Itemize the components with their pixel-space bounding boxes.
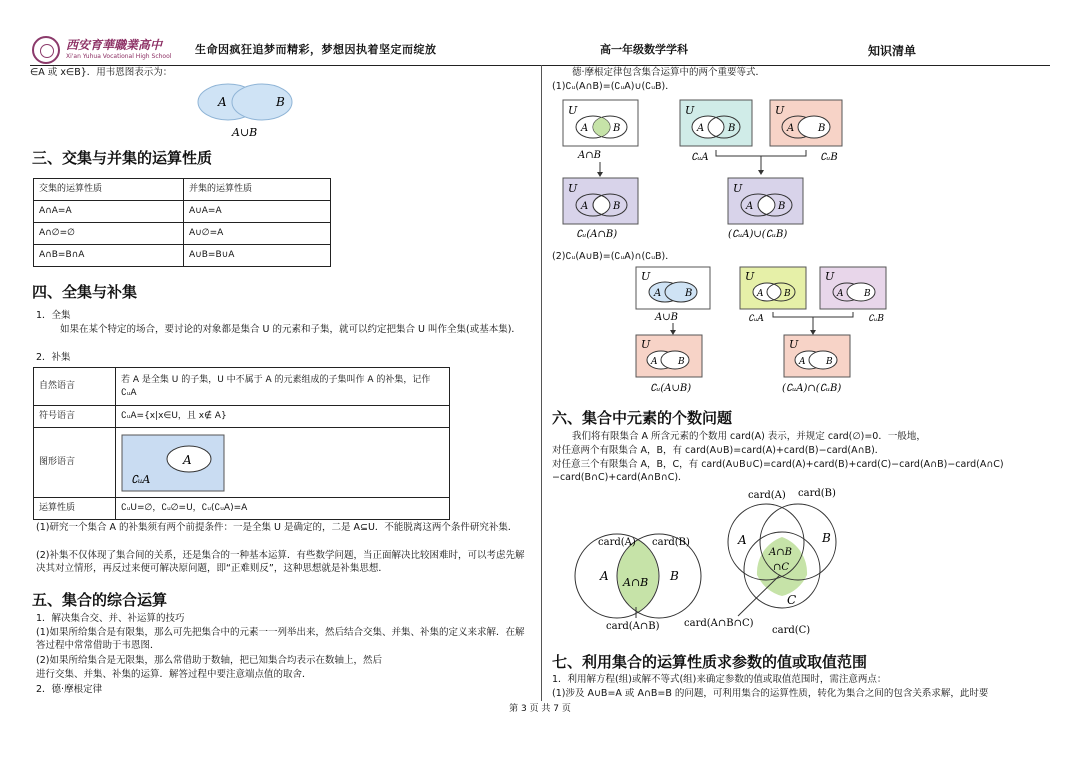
label-a: A: [738, 533, 747, 547]
label-a-cap-b: A∩B: [623, 576, 649, 589]
label-cua: ∁ᵤA: [131, 472, 151, 486]
table-header: 交集的运算性质: [34, 179, 184, 201]
section-7-title: 七、利用集合的运算性质求参数的值或取值范围: [552, 653, 868, 671]
technique-infinite: (2)如果所给集合是无限集，那么常借助于数轴，把已知集合均表示在数轴上，然后: [36, 655, 382, 666]
school-name: 西安育華職業高中: [66, 38, 163, 52]
caption-cub: ∁ᵤB: [820, 152, 838, 163]
label-a: A: [697, 123, 705, 134]
label-a: A: [600, 569, 609, 583]
motto: 生命因疯狂追梦而精彩，梦想因执着坚定而绽放: [195, 43, 437, 56]
caption-cua-union-cub: (∁ᵤA)∪(∁ᵤB): [728, 229, 788, 240]
label-card-b: card(B): [798, 488, 836, 499]
label-card-c: card(C): [772, 625, 811, 636]
caption-union: A∪B: [655, 312, 678, 323]
label-u: U: [825, 270, 835, 283]
document-type: 知识清单: [868, 44, 917, 58]
label-a: A: [787, 123, 795, 134]
label-a: A: [746, 201, 754, 212]
arrow-head-icon: [670, 330, 676, 335]
label-b: B: [678, 357, 685, 367]
label-u: U: [745, 270, 755, 283]
ellipse-b: [809, 351, 837, 369]
union-caption: A∪B: [232, 126, 258, 139]
bracket: [716, 150, 806, 156]
complement-note-1: (1)研究一个集合 A 的补集须有两个前提条件：一是全集 U 是确定的，二是 A⊆U．不能脱离这两个条件研究补集．: [36, 522, 518, 533]
label-b: B: [613, 123, 621, 134]
complement-note-2: (2)补集不仅体现了集合间的关系，还是集合的一种基本运算．有些数学问题，当正面解决比较困难时，可以考虑先解决其对立情形，再反过来便可解决原问题，即“正难则反”，这种思想就是补集思想．: [36, 550, 525, 574]
section-6-title: 六、集合中元素的个数问题: [552, 409, 733, 427]
table-row-label: 自然语言: [34, 368, 116, 406]
table-cell: A∩∅=∅: [34, 223, 184, 245]
caption-cu-union: ∁ᵤ(A∪B): [650, 383, 692, 394]
section-3-title: 三、交集与并集的运算性质: [32, 149, 213, 167]
school-name-en: Xi'an Yuhua Vocational High School: [66, 53, 172, 60]
label-a: A: [581, 201, 589, 212]
label-card-abc: card(A∩B∩C): [684, 618, 754, 629]
label-u: U: [685, 104, 695, 117]
label-b: B: [613, 201, 621, 212]
complement-table: [33, 367, 450, 520]
arrow-head-icon: [758, 170, 764, 175]
label-b: B: [685, 288, 693, 299]
table-cell: A∪A=A: [184, 201, 331, 223]
label-a: A: [757, 289, 764, 299]
complement-diagram: [121, 434, 225, 492]
label-card-a: card(A): [598, 537, 636, 548]
technique-infinite-cont: 进行交集、并集、补集的运算．解答过程中要注意端点值的取舍．: [36, 669, 312, 680]
table-cell: 若 A 是全集 U 的子集，U 中不属于 A 的元素组成的子集叫作 A 的补集，记作∁ᵤA: [116, 368, 450, 406]
technique-finite: (1)如果所给集合是有限集，那么可先把集合中的元素一一列举出来，然后结合交集、并集、补集的定义来求解．在解答过程中常常借助于韦恩图．: [36, 627, 525, 651]
label-u: U: [733, 182, 743, 195]
arrow-head-icon: [810, 330, 816, 335]
label-a: A: [799, 357, 806, 367]
ellipse-b: [661, 351, 689, 369]
label-b: B: [818, 123, 826, 134]
table-cell: A∩B=B∩A: [34, 245, 184, 267]
label-abc-bottom: ∩C: [773, 562, 790, 573]
caption-cua: ∁ᵤA: [691, 152, 709, 163]
school-logo-icon: [32, 36, 60, 64]
demorgan-law-2-diagram: [630, 263, 900, 398]
universal-set-text: 如果在某个特定的场合，要讨论的对象都是集合 U 的元素和子集，就可以约定把集合 U 叫作全集(或基本集)．: [60, 324, 521, 335]
intersection-hole: [758, 196, 775, 215]
item-universal-set: 1．全集: [36, 310, 71, 321]
ellipse-b: [847, 283, 875, 301]
demorgan-law-1-diagram: [548, 94, 878, 246]
label-a: A: [654, 288, 662, 299]
table-cell: ∁ᵤU=∅，∁ᵤ∅=U，∁ᵤ(∁ᵤA)=A: [116, 498, 450, 520]
caption-cua-inter-cub: (∁ᵤA)∩(∁ᵤB): [782, 383, 842, 394]
table-cell: A∪∅=A: [184, 223, 331, 245]
table-cell-diagram: [116, 428, 450, 498]
section-4-title: 四、全集与补集: [32, 283, 138, 301]
demorgan-law-2: (2)∁ᵤ(A∪B)=(∁ᵤA)∩(∁ᵤB)．: [552, 251, 675, 262]
table-header: 并集的运算性质: [184, 179, 331, 201]
item-demorgan: 2．德·摩根定律: [36, 684, 103, 695]
caption-cub: ∁ᵤB: [868, 314, 884, 324]
item-techniques: 1．解决集合交、并、补运算的技巧: [36, 613, 185, 624]
label-card-ab: card(A∩B): [606, 621, 660, 632]
card-definition: 我们将有限集合 A 所含元素的个数用 card(A) 表示，并规定 card(∅)=0．一般地，: [572, 431, 926, 442]
card-two-sets: 对任意两个有限集合 A，B，有 card(A∪B)=card(A)+card(B)−card(A∩B)．: [552, 445, 885, 456]
label-card-b: card(B): [652, 537, 690, 548]
label-abc-top: A∩B: [769, 547, 792, 558]
bracket: [773, 312, 853, 317]
label-u: U: [641, 270, 651, 283]
table-cell: A∩A=A: [34, 201, 184, 223]
pointer-line: [738, 575, 780, 616]
label-c: C: [787, 593, 797, 607]
intro-line: ∈A 或 x∈B}．用韦恩图表示为：: [30, 67, 173, 78]
label-u: U: [789, 338, 799, 351]
demorgan-intro: 德·摩根定律包含集合运算中的两个重要等式．: [572, 67, 766, 78]
table-cell: A∪B=B∪A: [184, 245, 331, 267]
page-header: [30, 34, 1050, 64]
venn-label-b: B: [276, 95, 285, 109]
label-b: B: [822, 531, 831, 545]
arrow-head-icon: [597, 172, 603, 177]
set-operations-table: [33, 178, 331, 267]
table-row-label: 符号语言: [34, 406, 116, 428]
caption-intersection: A∩B: [578, 150, 601, 161]
label-u: U: [568, 182, 578, 195]
label-b: B: [778, 201, 786, 212]
label-card-a: card(A): [748, 490, 786, 501]
label-a: A: [183, 452, 192, 467]
card-venn-diagrams: [560, 482, 860, 642]
label-b: B: [864, 289, 871, 299]
page-number: 第 3 页 共 7 页: [509, 704, 571, 714]
param-point-1: (1)涉及 A∪B=A 或 A∩B=B 的问题，可利用集合的运算性质，转化为集合之间的包含关系求解，此时要: [552, 688, 989, 699]
intersection-hole: [593, 196, 610, 215]
union-venn-diagram: [190, 78, 310, 140]
caption-cu-intersection: ∁ᵤ(A∩B): [576, 229, 618, 240]
table-row-label: 图形语言: [34, 428, 116, 498]
label-a: A: [651, 357, 658, 367]
label-a: A: [837, 289, 844, 299]
table-row-label: 运算性质: [34, 498, 116, 520]
label-u: U: [641, 338, 651, 351]
label-b: B: [784, 289, 791, 299]
label-u: U: [775, 104, 785, 117]
param-intro: 1．利用解方程(组)或解不等式(组)来确定参数的值或取值范围时，需注意两点：: [552, 674, 887, 685]
header-divider: [30, 65, 1050, 66]
label-u: U: [568, 104, 578, 117]
subject-title: 高一年级数学学科: [600, 43, 688, 56]
card-three-sets: 对任意三个有限集合 A，B，C，有 card(A∪B∪C)=card(A)+card(B)+card(C)−card(A∩B)−card(A∩C)−card(B∩C)+card(A∩B∩C)．: [552, 459, 1004, 483]
table-cell: ∁ᵤA={x|x∈U，且 x∉ A}: [116, 406, 450, 428]
label-b: B: [728, 123, 736, 134]
item-complement: 2．补集: [36, 352, 71, 363]
demorgan-law-1: (1)∁ᵤ(A∩B)=(∁ᵤA)∪(∁ᵤB)．: [552, 81, 675, 92]
label-a: A: [581, 123, 589, 134]
venn-label-a: A: [218, 95, 227, 109]
column-divider: [541, 65, 542, 701]
caption-cua: ∁ᵤA: [748, 314, 764, 324]
label-b: B: [826, 357, 833, 367]
section-5-title: 五、集合的综合运算: [32, 591, 168, 609]
label-b: B: [670, 569, 679, 583]
